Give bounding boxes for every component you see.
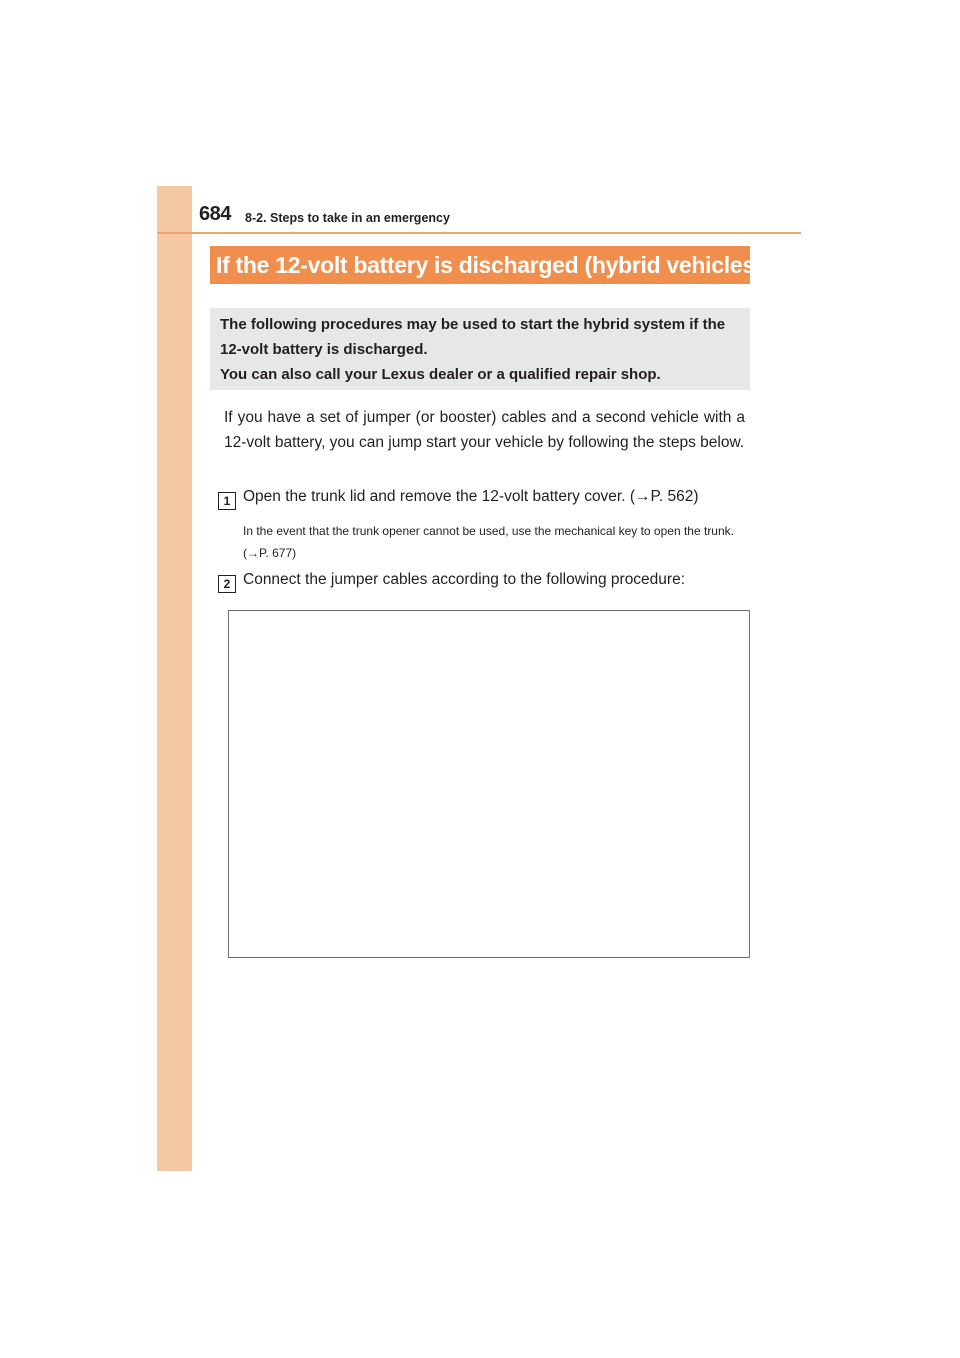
header-tab bbox=[157, 186, 192, 234]
step-1-note-text: In the event that the trunk opener cannot be used, use the mechanical key to open the trunk. (→P. 677) bbox=[243, 524, 734, 560]
step-1-note bbox=[243, 520, 748, 564]
body-paragraph: If you have a set of jumper (or booster) cables and a second vehicle with a 12-volt battery, you can jump start your vehicle by following the steps below. bbox=[224, 409, 745, 451]
intro-line-2: You can also call your Lexus dealer or a qualified repair shop. bbox=[220, 366, 661, 383]
step-2-badge: 2 bbox=[218, 575, 236, 593]
section-label: 8-2. Steps to take in an emergency bbox=[245, 211, 450, 225]
header-rule bbox=[157, 232, 801, 234]
step-1-text: Open the trunk lid and remove the 12-volt battery cover. (→P. 562) bbox=[243, 488, 699, 505]
step-2-text: Connect the jumper cables according to the following procedure: bbox=[243, 571, 686, 588]
page-number: 684 bbox=[199, 203, 231, 225]
section-title: If the 12-volt battery is discharged (hybrid vehicles) bbox=[210, 246, 750, 284]
intro-box bbox=[210, 308, 750, 390]
illustration-frame bbox=[228, 610, 750, 958]
side-tab-band bbox=[157, 186, 192, 1171]
step-1-badge: 1 bbox=[218, 492, 236, 510]
intro-line-1: The following procedures may be used to start the hybrid system if the 12-volt battery is discharged. bbox=[220, 316, 726, 358]
